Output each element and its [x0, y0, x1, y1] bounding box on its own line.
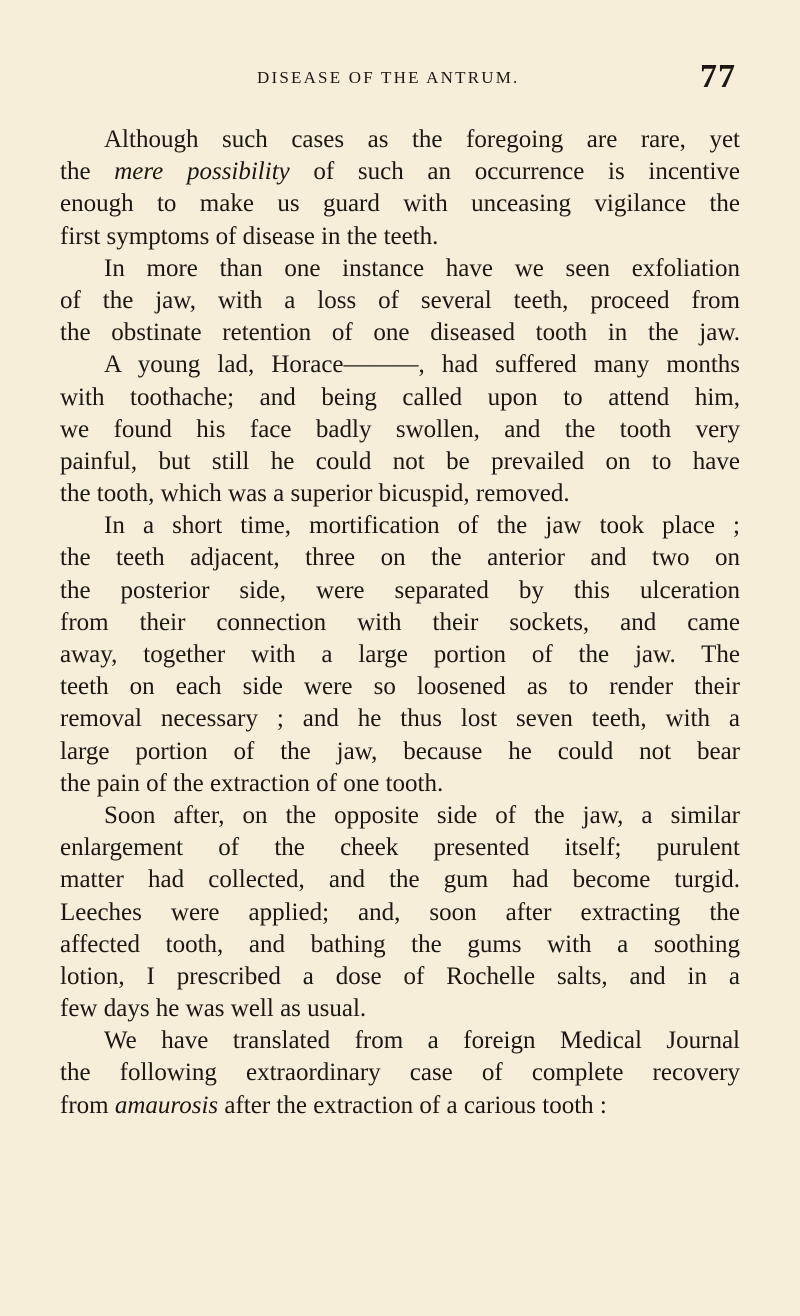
text-run: Leeches were applied; and, soon after extracting the [60, 898, 740, 926]
text-run: teeth on each side were so loosened as to render their [60, 673, 740, 701]
text-line [60, 446, 740, 478]
text-line [60, 607, 740, 639]
text-run: we found his face badly swollen, and the tooth very [60, 415, 740, 443]
text-line [60, 542, 740, 574]
text-run: Soon after, on the opposite side of the jaw, a similar [104, 801, 740, 829]
text-run: the teeth adjacent, three on the anterior and two on [60, 544, 740, 572]
text-run: the posterior side, were separated by this ulceration [60, 576, 740, 604]
text-line [60, 478, 740, 510]
text-line [60, 317, 740, 349]
text-run: In more than one instance have we seen exfoliation [104, 254, 740, 282]
text-run: removal necessary ; and he thus lost seven teeth, with a [60, 705, 740, 733]
text-line [60, 221, 740, 253]
text-line [60, 510, 740, 542]
text-run: with toothache; and being called upon to attend him, [60, 383, 740, 411]
text-run: enlargement of the cheek presented itself; purulent [60, 834, 740, 862]
text-run: after the extraction of a carious tooth : [218, 1091, 607, 1119]
italic-text: amaurosis [114, 1091, 219, 1119]
text-line [60, 832, 740, 864]
running-title: DISEASE OF THE ANTRUM. [257, 68, 520, 87]
text-run: from their connection with their sockets, and came [60, 608, 740, 636]
text-run: In a short time, mortification of the jaw took place ; [104, 512, 740, 540]
text-line [60, 124, 740, 156]
text-line [60, 703, 740, 735]
text-run: from [60, 1091, 115, 1119]
text-line [60, 1057, 740, 1089]
text-run: of such an occurrence is incentive [289, 158, 740, 186]
italic-text: mere possibility [114, 158, 290, 186]
text-run: large portion of the jaw, because he could not bear [60, 737, 740, 765]
text-line [60, 188, 740, 220]
text-run: We have translated from a foreign Medical Journal [104, 1027, 740, 1055]
text-line [60, 253, 740, 285]
text-run: enough to make us guard with unceasing vigilance the [60, 190, 740, 218]
text-line [60, 864, 740, 896]
text-line [60, 1090, 740, 1122]
text-run: A young lad, Horace———, had suffered many months [104, 351, 740, 379]
text-run: few days he was well as usual. [60, 995, 367, 1023]
text-line [60, 639, 740, 671]
text-line [60, 929, 740, 961]
text-line [60, 961, 740, 993]
text-run: Although such cases as the foregoing are rare, yet [104, 126, 740, 153]
text-line [60, 349, 740, 381]
body-text [60, 124, 740, 1122]
text-run: affected tooth, and bathing the gums with a soothing [60, 930, 740, 958]
text-run: lotion, I prescribed a dose of Rochelle salts, and in a [60, 962, 740, 990]
text-run: the obstinate retention of one diseased tooth in the jaw. [60, 319, 740, 347]
text-run: first symptoms of disease in the teeth. [60, 222, 439, 250]
text-line [60, 575, 740, 607]
page-header [104, 58, 740, 102]
text-line [60, 897, 740, 929]
text-run: away, together with a large portion of the jaw. The [60, 641, 740, 668]
text-line [60, 671, 740, 703]
text-line [60, 736, 740, 768]
text-run: the [60, 158, 115, 186]
text-line [60, 382, 740, 414]
text-line [60, 768, 740, 800]
page-number: 77 [700, 58, 736, 95]
text-run: of the jaw, with a loss of several teeth, proceed from [60, 286, 740, 314]
text-run: the following extraordinary case of complete recovery [60, 1059, 740, 1087]
text-line [60, 800, 740, 832]
text-run: the pain of the extraction of one tooth. [60, 769, 444, 797]
text-run: painful, but still he could not be prevailed on to have [60, 447, 740, 475]
text-line [60, 285, 740, 317]
text-line [60, 993, 740, 1025]
text-run: the tooth, which was a superior bicuspid, removed. [60, 480, 570, 508]
text-line [60, 1025, 740, 1057]
text-run: matter had collected, and the gum had become turgid. [60, 866, 740, 894]
text-line [60, 414, 740, 446]
text-line [60, 156, 740, 188]
